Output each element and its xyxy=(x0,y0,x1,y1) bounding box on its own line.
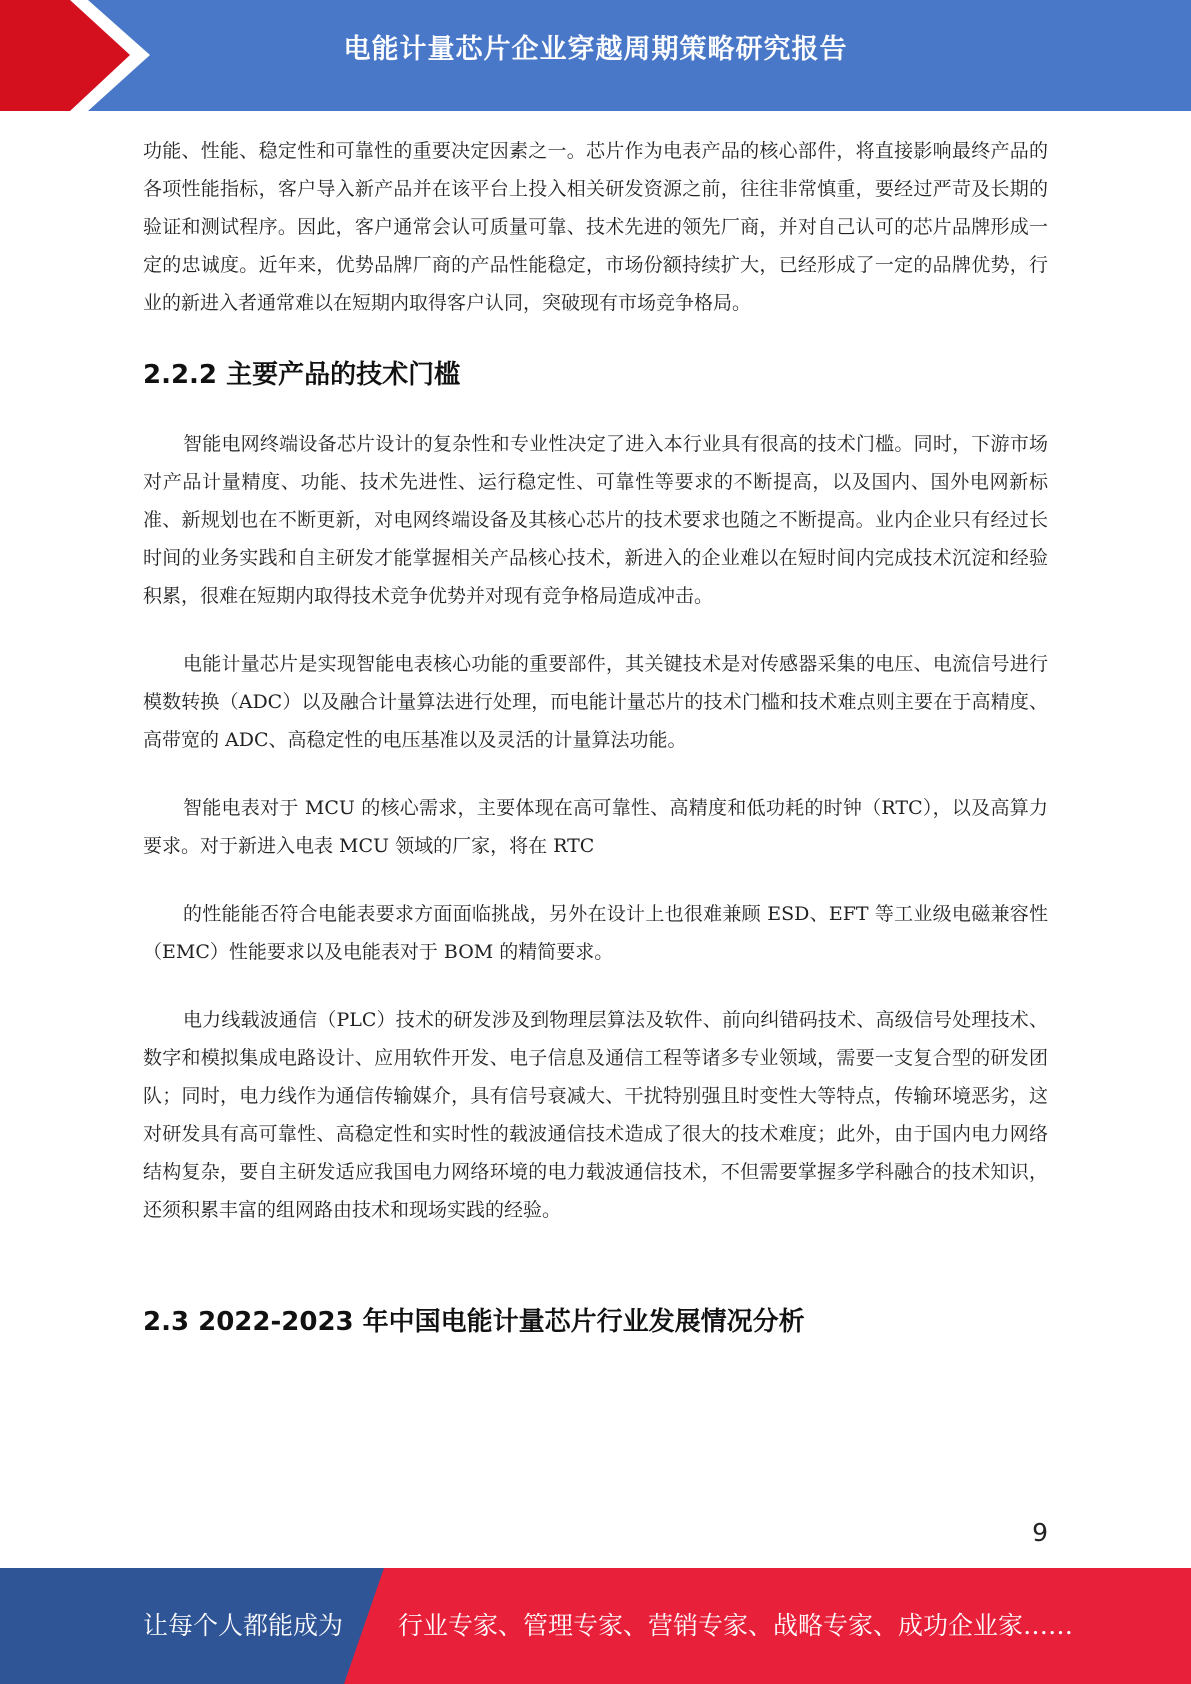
section-heading: 2.3 2022-2023 年中国电能计量芯片行业发展情况分析 xyxy=(143,1307,805,1337)
section-heading: 2.2.2 主要产品的技术门槛 xyxy=(143,360,461,390)
footer-slogan-left: 让每个人都能成为 xyxy=(143,1611,344,1640)
paragraph: 电力线载波通信（PLC）技术的研发涉及到物理层算法及软件、前向纠错码技术、高级信号处理技术、数字和模拟集成电路设计、应用软件开发、电子信息及通信工程等诸多专业领域，需要一支复合型的研发团队；同时，电力线作为通信传输媒介，具有信号衰减大、干扰特别强且时变性大等特点，传输环境恶劣，这对研发具有高可靠性、高稳定性和实时性的载波通信技术造成了很大的技术难度；此外，由于国内电力网络结构复杂，要自主研发适应我国电力网络环境的电力载波通信技术，不但需要掌握多学科融合的技术知识，还须积累丰富的组网路由技术和现场实践的经验。 xyxy=(143,1009,1048,1221)
paragraph: 的性能能否符合电能表要求方面面临挑战，另外在设计上也很难兼顾 ESD、EFT 等工业级电磁兼容性（EMC）性能要求以及电能表对于 BOM 的精简要求。 xyxy=(143,903,1048,963)
page-header xyxy=(0,0,1191,111)
paragraph: 功能、性能、稳定性和可靠性的重要决定因素之一。芯片作为电表产品的核心部件，将直接影响最终产品的各项性能指标，客户导入新产品并在该平台上投入相关研发资源之前，往往非常慎重，要经过严苛及长期的验证和测试程序。因此，客户通常会认可质量可靠、技术先进的领先厂商，并对自己认可的芯片品牌形成一定的忠诚度。近年来，优势品牌厂商的产品性能稳定，市场份额持续扩大，已经形成了一定的品牌优势，行业的新进入者通常难以在短期内取得客户认同，突破现有市场竞争格局。 xyxy=(143,140,1048,314)
paragraph: 智能电网终端设备芯片设计的复杂性和专业性决定了进入本行业具有很高的技术门槛。同时，下游市场对产品计量精度、功能、技术先进性、运行稳定性、可靠性等要求的不断提高，以及国内、国外电网新标准、新规划也在不断更新，对电网终端设备及其核心芯片的技术要求也随之不断提高。业内企业只有经过长时间的业务实践和自主研发才能掌握相关产品核心技术，新进入的企业难以在短时间内完成技术沉淀和经验积累，很难在短期内取得技术竞争优势并对现有竞争格局造成冲击。 xyxy=(143,433,1048,607)
paragraph: 智能电表对于 MCU 的核心需求，主要体现在高可靠性、高精度和低功耗的时钟（RTC），以及高算力要求。对于新进入电表 MCU 领域的厂家，将在 RTC xyxy=(143,797,1048,857)
report-title: 电能计量芯片企业穿越周期策略研究报告 xyxy=(343,34,848,65)
page-number: 9 xyxy=(1032,1518,1048,1547)
footer-slogan-right: 行业专家、管理专家、营销专家、战略专家、成功企业家…… xyxy=(398,1611,1074,1640)
page-footer xyxy=(0,1568,1191,1684)
paragraph: 电能计量芯片是实现智能电表核心功能的重要部件，其关键技术是对传感器采集的电压、电流信号进行模数转换（ADC）以及融合计量算法进行处理，而电能计量芯片的技术门槛和技术难点则主要在于高精度、高带宽的 ADC、高稳定性的电压基准以及灵活的计量算法功能。 xyxy=(143,653,1048,751)
document-body xyxy=(143,132,1048,1338)
